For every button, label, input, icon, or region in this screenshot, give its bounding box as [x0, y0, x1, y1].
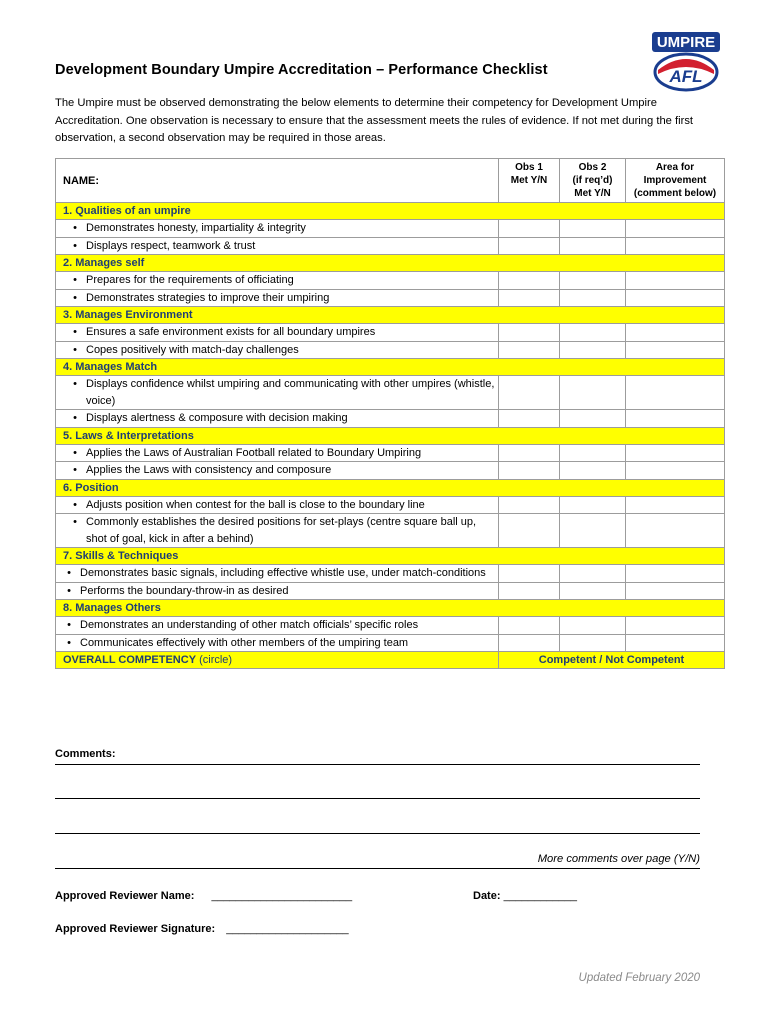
obs1-cell[interactable]	[499, 410, 560, 428]
checklist-item	[56, 324, 499, 342]
improvement-cell[interactable]	[626, 237, 725, 255]
checklist-item-text: Prepares for the requirements of officiating	[86, 274, 294, 286]
checklist-item	[56, 341, 499, 359]
checklist-item-text: Displays alertness & composure with decision making	[86, 412, 348, 424]
reviewer-name-field[interactable]	[55, 890, 352, 902]
obs1-cell[interactable]	[499, 220, 560, 238]
obs2-cell[interactable]	[560, 617, 626, 635]
obs2-cell[interactable]	[560, 220, 626, 238]
table-header-row	[56, 159, 725, 203]
obs1-cell[interactable]	[499, 237, 560, 255]
obs2-cell[interactable]	[560, 444, 626, 462]
checklist-item	[56, 272, 499, 290]
obs2-cell[interactable]	[560, 289, 626, 307]
afl-umpire-logo	[650, 30, 722, 92]
checklist-item-text: Applies the Laws of Australian Football related to Boundary Umpiring	[86, 446, 422, 459]
checklist-item-text: Adjusts position when contest for the ball is close to the boundary line	[86, 498, 425, 511]
bullet-icon: •	[73, 412, 77, 424]
checklist-item	[56, 565, 499, 583]
obs2-cell[interactable]	[560, 634, 626, 652]
improvement-cell[interactable]	[626, 272, 725, 290]
improvement-cell[interactable]	[626, 376, 725, 410]
obs2-cell[interactable]	[560, 272, 626, 290]
checklist-item-row	[56, 444, 725, 462]
comment-line-2[interactable]	[55, 798, 700, 799]
obs1-cell[interactable]	[499, 324, 560, 342]
checklist-item-row	[56, 582, 725, 600]
obs1-cell[interactable]	[499, 272, 560, 290]
checklist-item	[56, 289, 499, 307]
name-field-label[interactable]: NAME:	[56, 159, 499, 203]
bullet-icon: •	[73, 326, 77, 338]
improvement-cell[interactable]	[626, 324, 725, 342]
section-heading: 4. Manages Match	[56, 359, 725, 376]
checklist-item-text: Performs the boundary-throw-in as desired	[80, 584, 289, 597]
reviewer-name-blank[interactable]: _______________________	[211, 890, 353, 902]
checklist-item	[56, 376, 499, 410]
section-heading: 1. Qualities of an umpire	[56, 203, 725, 220]
logo-bottom-text: AFL	[669, 67, 703, 86]
improvement-cell[interactable]	[626, 341, 725, 359]
section-heading-row	[56, 359, 725, 376]
improvement-cell[interactable]	[626, 220, 725, 238]
checklist-item-text: Demonstrates strategies to improve their umpiring	[86, 291, 330, 304]
updated-date-footer: Updated February 2020	[578, 972, 700, 984]
checklist-item-row	[56, 410, 725, 428]
checklist-item	[56, 220, 499, 238]
checklist-item-row	[56, 237, 725, 255]
obs1-cell[interactable]	[499, 514, 560, 548]
bullet-icon: •	[67, 636, 71, 649]
date-blank[interactable]: ____________	[503, 890, 577, 902]
area-for-improvement-header: Area for Improvement (comment below)	[626, 159, 725, 203]
checklist-item-text: Copes positively with match-day challenges	[86, 343, 299, 356]
checklist-item-text: Displays respect, teamwork & trust	[86, 239, 256, 252]
checklist-item-row	[56, 376, 725, 410]
section-heading: 3. Manages Environment	[56, 307, 725, 324]
obs2-cell[interactable]	[560, 462, 626, 480]
page-title: Development Boundary Umpire Accreditation – Performance Checklist	[55, 62, 548, 78]
obs1-cell[interactable]	[499, 565, 560, 583]
checklist-item	[56, 514, 499, 548]
obs2-header: Obs 2 (if req’d) Met Y/N	[560, 159, 626, 203]
obs2-cell[interactable]	[560, 496, 626, 514]
reviewer-name-label: Approved Reviewer Name:	[55, 890, 195, 902]
obs2-cell[interactable]	[560, 376, 626, 410]
obs1-cell[interactable]	[499, 462, 560, 480]
obs2-cell[interactable]	[560, 582, 626, 600]
bullet-icon: •	[67, 584, 71, 597]
more-comments-note: More comments over page (Y/N)	[537, 853, 700, 865]
improvement-cell[interactable]	[626, 634, 725, 652]
comment-line-1[interactable]	[55, 764, 700, 765]
bullet-icon: •	[73, 274, 77, 286]
checklist-item-row	[56, 496, 725, 514]
checklist-item	[56, 582, 499, 600]
section-heading-row	[56, 255, 725, 272]
overall-competency-label: OVERALL COMPETENCY (circle)	[56, 652, 499, 669]
intro-paragraph: The Umpire must be observed demonstrating the below elements to determine their competency for Development Umpire Accreditation. One observation is necessary to ensure that the assessment meets the rules of evidence. If not met during the first observation, a second observation may be required in those areas.	[55, 97, 694, 144]
checklist-item-row	[56, 565, 725, 583]
checklist-item-row	[56, 220, 725, 238]
date-label: Date:	[473, 890, 501, 902]
bullet-icon: •	[73, 464, 77, 476]
comment-line-4[interactable]	[55, 868, 700, 869]
checklist-item-row	[56, 289, 725, 307]
checklist-item-row	[56, 341, 725, 359]
bullet-icon: •	[67, 567, 71, 579]
section-heading: 8. Manages Others	[56, 600, 725, 617]
improvement-cell[interactable]	[626, 582, 725, 600]
checklist-item-row	[56, 272, 725, 290]
obs1-cell[interactable]	[499, 634, 560, 652]
obs1-cell[interactable]	[499, 341, 560, 359]
section-heading: 2. Manages self	[56, 255, 725, 272]
logo-top-text: UMPIRE	[656, 34, 716, 51]
section-heading-row	[56, 307, 725, 324]
section-heading-row	[56, 203, 725, 220]
improvement-cell[interactable]	[626, 617, 725, 635]
improvement-cell[interactable]	[626, 496, 725, 514]
obs1-cell[interactable]	[499, 444, 560, 462]
reviewer-signature-label: Approved Reviewer Signature:	[55, 923, 216, 935]
improvement-cell[interactable]	[626, 514, 725, 548]
checklist-item-text: Displays confidence whilst umpiring and communicating with other umpires (whistle, voice)	[86, 378, 495, 407]
checklist-item-text: Demonstrates honesty, impartiality & integrity	[86, 222, 306, 234]
section-heading-row	[56, 548, 725, 565]
bullet-icon: •	[73, 239, 77, 252]
comments-label: Comments:	[55, 748, 116, 760]
section-heading: 5. Laws & Interpretations	[56, 427, 725, 444]
section-heading-row	[56, 479, 725, 496]
checklist-item	[56, 496, 499, 514]
bullet-icon: •	[73, 343, 77, 356]
bullet-icon: •	[73, 516, 77, 528]
bullet-icon: •	[73, 222, 77, 234]
bullet-icon: •	[73, 498, 77, 511]
section-heading-row	[56, 600, 725, 617]
checklist-item	[56, 444, 499, 462]
obs2-cell[interactable]	[560, 341, 626, 359]
bullet-icon: •	[73, 291, 77, 304]
checklist-item-text: Communicates effectively with other members of the umpiring team	[80, 636, 409, 649]
obs1-cell[interactable]	[499, 617, 560, 635]
obs2-cell[interactable]	[560, 324, 626, 342]
reviewer-signature-field[interactable]	[55, 923, 349, 935]
checklist-item	[56, 617, 499, 635]
bullet-icon: •	[67, 619, 71, 631]
improvement-cell[interactable]	[626, 410, 725, 428]
bullet-icon: •	[73, 378, 77, 390]
obs1-header: Obs 1 Met Y/N	[499, 159, 560, 203]
improvement-cell[interactable]	[626, 462, 725, 480]
overall-competency-row	[56, 652, 725, 669]
checklist-item-text: Applies the Laws with consistency and composure	[86, 464, 332, 476]
checklist-item	[56, 462, 499, 480]
checklist-item	[56, 634, 499, 652]
checklist-item-text: Ensures a safe environment exists for all boundary umpires	[86, 326, 376, 338]
reviewer-signature-blank[interactable]: ____________________	[226, 923, 349, 935]
checklist-item-row	[56, 514, 725, 548]
improvement-cell[interactable]	[626, 289, 725, 307]
competency-selector[interactable]: Competent / Not Competent	[499, 652, 725, 669]
obs1-cell[interactable]	[499, 496, 560, 514]
checklist-item-row	[56, 634, 725, 652]
obs2-cell[interactable]	[560, 410, 626, 428]
comment-line-3[interactable]	[55, 833, 700, 834]
checklist-table	[55, 158, 725, 669]
obs2-cell[interactable]	[560, 514, 626, 548]
checklist-item-text: Commonly establishes the desired positions for set-plays (centre square ball up, shot of goal, kick in after a behind)	[86, 516, 477, 545]
checklist-item	[56, 410, 499, 428]
section-heading: 7. Skills & Techniques	[56, 548, 725, 565]
section-heading: 6. Position	[56, 479, 725, 496]
checklist-item-row	[56, 462, 725, 480]
checklist-item-row	[56, 324, 725, 342]
obs1-cell[interactable]	[499, 582, 560, 600]
obs1-cell[interactable]	[499, 376, 560, 410]
improvement-cell[interactable]	[626, 444, 725, 462]
date-field[interactable]	[473, 890, 577, 902]
obs2-cell[interactable]	[560, 565, 626, 583]
checklist-item-text: Demonstrates an understanding of other match officials’ specific roles	[80, 619, 419, 631]
improvement-cell[interactable]	[626, 565, 725, 583]
checklist-item-row	[56, 617, 725, 635]
checklist-item-text: Demonstrates basic signals, including effective whistle use, under match-conditions	[80, 567, 486, 579]
checklist-item	[56, 237, 499, 255]
bullet-icon: •	[73, 446, 77, 459]
obs2-cell[interactable]	[560, 237, 626, 255]
section-heading-row	[56, 427, 725, 444]
obs1-cell[interactable]	[499, 289, 560, 307]
